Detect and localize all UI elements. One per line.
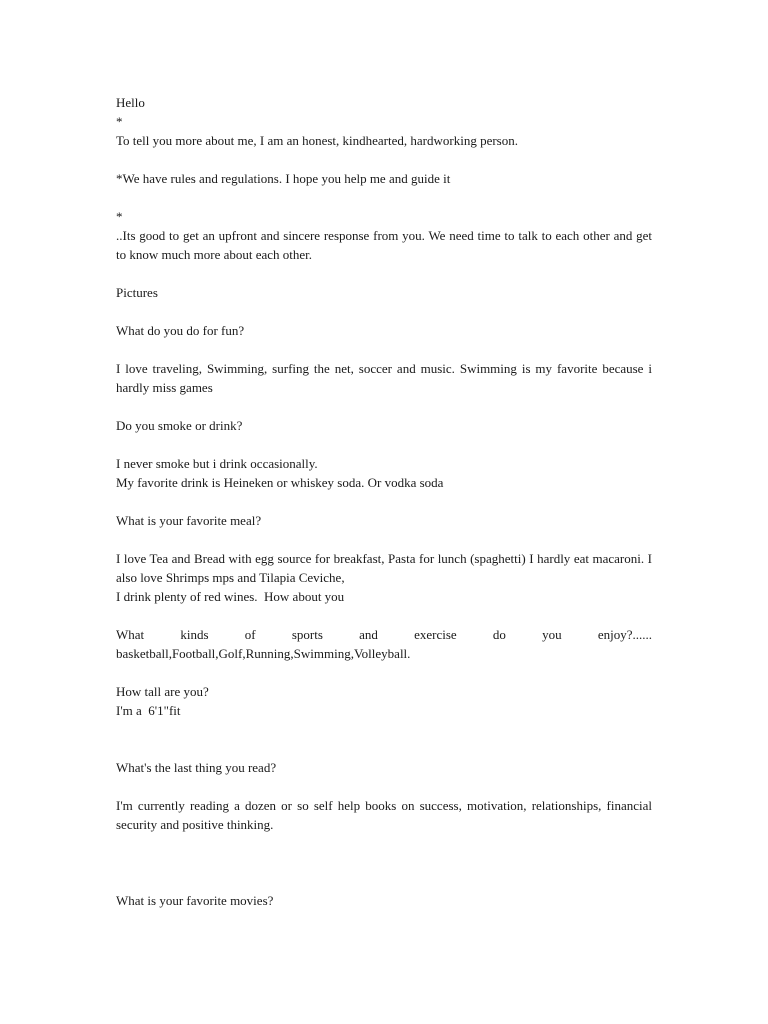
question-smoke: Do you smoke or drink? — [116, 418, 243, 433]
greeting-text: Hello — [116, 95, 145, 110]
star-separator: * — [116, 114, 123, 129]
question-sports-line-2: basketball,Football,Golf,Running,Swimming,Volleyball. — [116, 646, 411, 661]
answer-meal-line-2: I drink plenty of red wines. How about you — [116, 589, 345, 604]
answer-fun: I love traveling, Swimming, surfing the net, soccer and music. Swimming is my favorite because i hardly miss games — [116, 361, 656, 395]
document-body — [116, 93, 656, 910]
intro-text: To tell you more about me, I am an honest, kindhearted, hardworking person. — [116, 133, 518, 148]
pictures-heading: Pictures — [116, 285, 158, 300]
question-movies: What is your favorite movies? — [116, 893, 274, 908]
answer-tall: I'm a 6'1"fit — [116, 703, 181, 718]
answer-meal-line-1: I love Tea and Bread with egg source for breakfast, Pasta for lunch (spaghetti) I hardly eat macaroni. I also love Shrimps mps and Tilapia Ceviche, — [116, 551, 656, 585]
answer-smoke-line-1: I never smoke but i drink occasionally. — [116, 456, 318, 471]
answer-read: I'm currently reading a dozen or so self help books on success, motivation, relationships, financial security and positive thinking. — [116, 798, 656, 832]
question-sports-line-1: What kinds of sports and exercise do you enjoy?...... — [116, 627, 652, 642]
star-separator: * — [116, 209, 123, 224]
rules-text: *We have rules and regulations. I hope you help me and guide it — [116, 171, 451, 186]
question-fun: What do you do for fun? — [116, 323, 245, 338]
question-meal: What is your favorite meal? — [116, 513, 262, 528]
response-paragraph: ..Its good to get an upfront and sincere response from you. We need time to talk to each other and get to know much more about each other. — [116, 228, 656, 262]
question-tall: How tall are you? — [116, 684, 209, 699]
question-read: What's the last thing you read? — [116, 760, 277, 775]
answer-smoke-line-2: My favorite drink is Heineken or whiskey soda. Or vodka soda — [116, 475, 444, 490]
